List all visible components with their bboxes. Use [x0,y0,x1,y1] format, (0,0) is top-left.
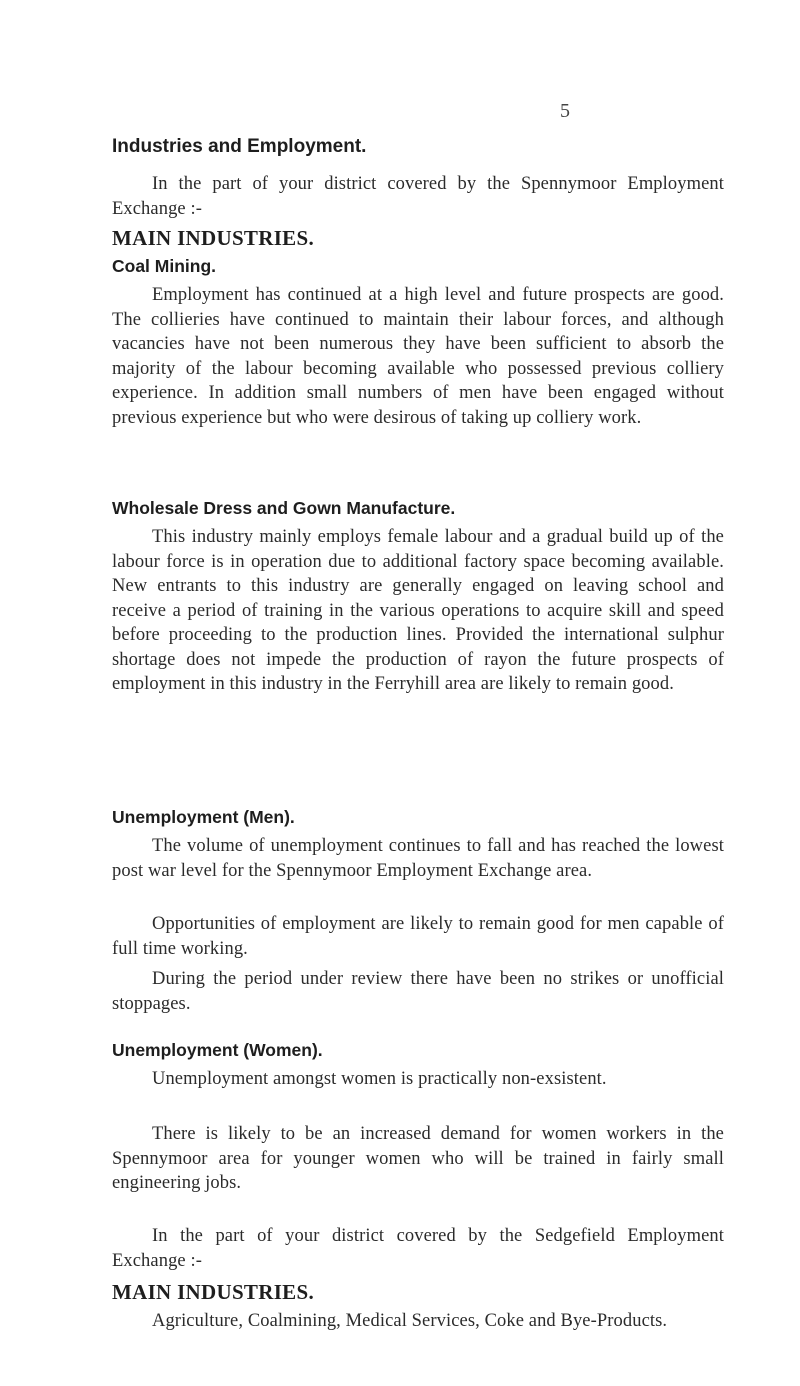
document-title: Industries and Employment. [112,136,367,157]
unemployment-men-text-1: The volume of unemployment continues to fall and has reached the lowest post war level for the Spennymoor Employment Exchange area. [112,836,724,881]
dress-body [112,525,724,697]
unemployment-men-body [112,834,724,883]
spennymoor-intro: In the part of your district covered by the Spennymoor Employment Exchange :- [112,174,724,219]
unemployment-men-body-2 [112,912,724,961]
unemployment-men-section [112,807,724,828]
unemployment-men-heading: Unemployment (Men). [112,807,295,827]
unemployment-women-body-2 [112,1122,724,1196]
dress-section [112,498,724,519]
unemployment-men-body-3 [112,967,724,1016]
sedgefield-intro: In the part of your district covered by the Sedgefield Employment Exchange :- [112,1226,724,1271]
dress-manufacture-text: This industry mainly employs female labour and a gradual build up of the labour force is in operation due to additional factory space becoming available. New entrants to this industry are generally engaged on leaving school and receive a period of training in the various operations to acquire skill and speed before proceeding to the production lines. Provided the international sulphur shortage does not impede the production of rayon the future prospects of employment in this industry in the Ferryhill area are likely to remain good. [112,527,724,694]
unemployment-women-heading: Unemployment (Women). [112,1040,323,1060]
unemployment-women-text-1: Unemployment amongst women is practically non-exsistent. [152,1069,607,1089]
unemployment-women-body [112,1067,724,1092]
unemployment-women-section [112,1040,724,1061]
sedgefield-industries-body [112,1309,724,1334]
coal-mining-section [112,256,724,277]
sedgefield-main-industries-heading: MAIN INDUSTRIES. [112,1280,315,1304]
sedgefield-intro-block [112,1224,724,1273]
page-number: 5 [560,100,570,122]
spennymoor-main-heading-block [112,226,724,251]
unemployment-women-text-2: There is likely to be an increased demand for women workers in the Spennymoor area for younger women who will be trained in fairly small engineering jobs. [112,1124,724,1193]
sedgefield-industries-text: Agriculture, Coalmining, Medical Services, Coke and Bye-Products. [152,1311,668,1331]
sedgefield-main-heading-block [112,1280,724,1305]
unemployment-men-text-3: During the period under review there have been no strikes or unofficial stoppages. [112,969,724,1014]
unemployment-men-text-2: Opportunities of employment are likely to remain good for men capable of full time working. [112,914,724,959]
dress-manufacture-heading: Wholesale Dress and Gown Manufacture. [112,498,456,518]
coal-mining-heading: Coal Mining. [112,256,217,276]
spennymoor-intro-block [112,172,724,221]
coal-mining-text: Employment has continued at a high level and future prospects are good. The collieries have continued to maintain their labour forces, and although vacancies have not been numerous they have been sufficient to absorb the majority of the labour becoming available who possessed previous colliery experience. In addition small numbers of men have been engaged without previous experience but who were desirous of taking up colliery work. [112,285,724,428]
coal-mining-body [112,283,724,430]
spennymoor-main-industries-heading: MAIN INDUSTRIES. [112,226,315,250]
